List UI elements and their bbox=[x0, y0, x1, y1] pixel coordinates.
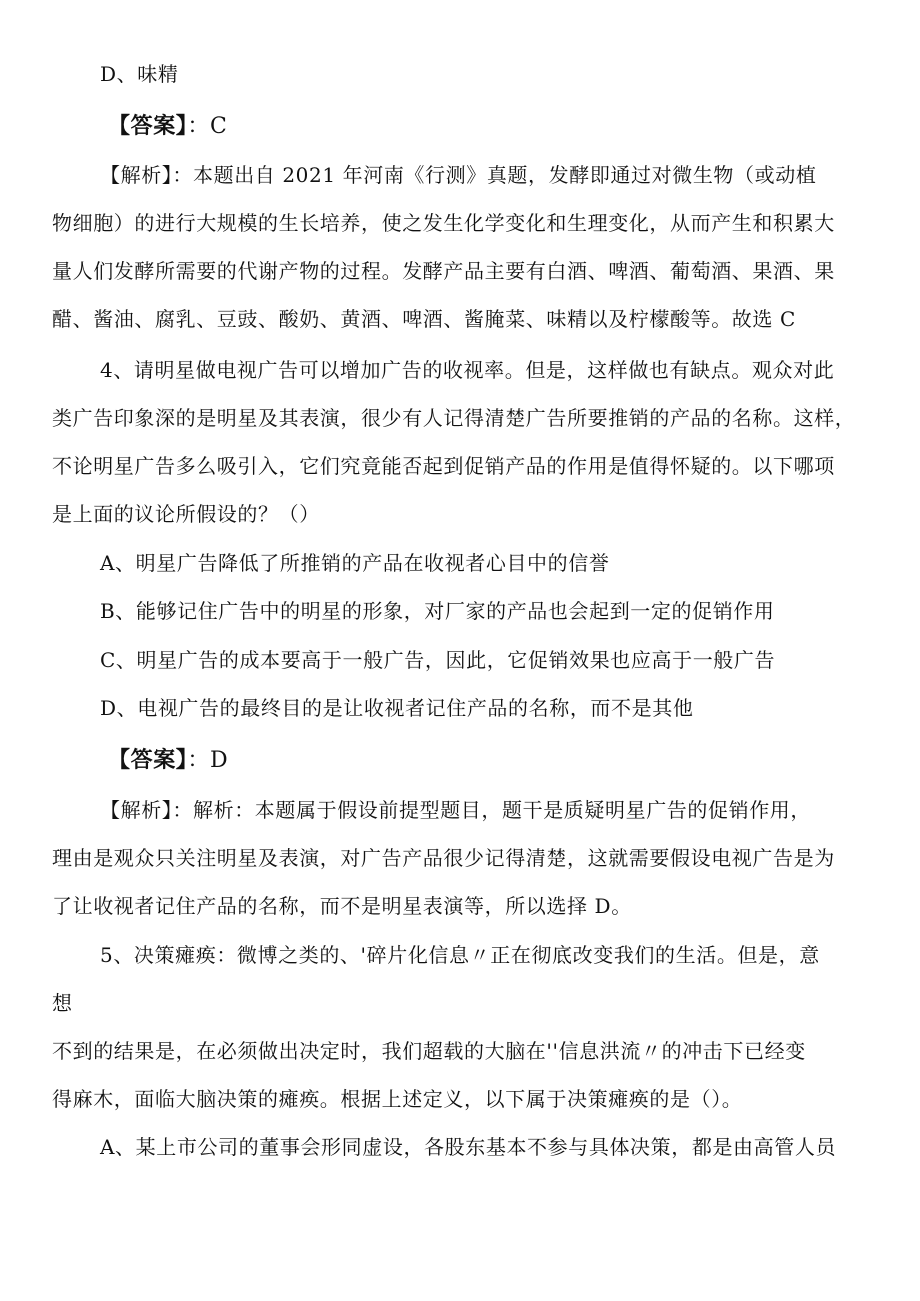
question-4-option-d: D、电视广告的最终目的是让收视者记住产品的名称，而不是其他 bbox=[100, 696, 694, 720]
option-d-prev: D、味精 bbox=[100, 62, 179, 86]
question-5-option-a: A、某上市公司的董事会形同虚设，各股东基本不参与具体决策，都是由高管人员 bbox=[100, 1135, 837, 1159]
answer-line-3 bbox=[108, 112, 920, 141]
answer-value: ：C bbox=[187, 114, 228, 139]
analysis-3-line-2: 物细胞）的进行大规模的生长培养，使之发生化学变化和生理变化，从而产生和积累大 bbox=[52, 211, 835, 235]
question-4-option-a: A、明星广告降低了所推销的产品在收视者心目中的信誉 bbox=[100, 551, 610, 575]
analysis-3-line-4: 醋、酱油、腐乳、豆豉、酸奶、黄酒、啤酒、酱腌菜、味精以及柠檬酸等。故选 C bbox=[52, 307, 796, 331]
analysis-4-line-2: 理由是观众只关注明星及表演，对广告产品很少记得清楚，这就需要假设电视广告是为 bbox=[52, 846, 835, 870]
answer-line-4 bbox=[108, 746, 920, 775]
analysis-3-line-3: 量人们发酵所需要的代谢产物的过程。发酵产品主要有白酒、啤酒、葡萄酒、果酒、果 bbox=[52, 259, 835, 283]
analysis-3-line-1: 【解析】：本题出自 2021 年河南《行测》真题，发酵即通过对微生物（或动植 bbox=[100, 163, 817, 187]
analysis-4-line-3: 了让收视者记住产品的名称，而不是明星表演等，所以选择 D。 bbox=[52, 894, 632, 918]
question-4-line-4: 是上面的议论所假设的？（） bbox=[52, 502, 320, 526]
question-5-line-1: 5、决策瘫痪：微博之类的、'碎片化信息〃正在彻底改变我们的生活。但是，意 bbox=[100, 943, 820, 967]
answer-label: 【答案】 bbox=[108, 113, 188, 139]
question-4-line-2: 类广告印象深的是明星及其表演，很少有人记得清楚广告所要推销的产品的名称。这样， bbox=[52, 406, 856, 430]
answer-value: ：D bbox=[187, 748, 229, 773]
answer-label: 【答案】 bbox=[108, 747, 188, 773]
question-4-option-b: B、能够记住广告中的明星的形象，对厂家的产品也会起到一定的促销作用 bbox=[100, 599, 775, 623]
question-4-option-c: C、明星广告的成本要高于一般广告，因此，它促销效果也应高于一般广告 bbox=[100, 648, 776, 672]
question-5-line-4: 得麻木，面临大脑决策的瘫痪。根据上述定义，以下属于决策瘫痪的是（）。 bbox=[52, 1087, 743, 1111]
question-5-line-2: 想 bbox=[52, 991, 73, 1015]
question-4-line-3: 不论明星广告多么吸引入，它们究竟能否起到促销产品的作用是值得怀疑的。以下哪项 bbox=[52, 454, 835, 478]
question-4-line-1: 4、请明星做电视广告可以增加广告的收视率。但是，这样做也有缺点。观众对此 bbox=[100, 358, 835, 382]
analysis-4-line-1: 【解析】：解析：本题属于假设前提型题目，题干是质疑明星广告的促销作用， bbox=[100, 798, 811, 822]
question-5-line-3: 不到的结果是，在必须做出决定时，我们超载的大脑在''信息洪流〃的冲击下已经变 bbox=[52, 1039, 806, 1063]
